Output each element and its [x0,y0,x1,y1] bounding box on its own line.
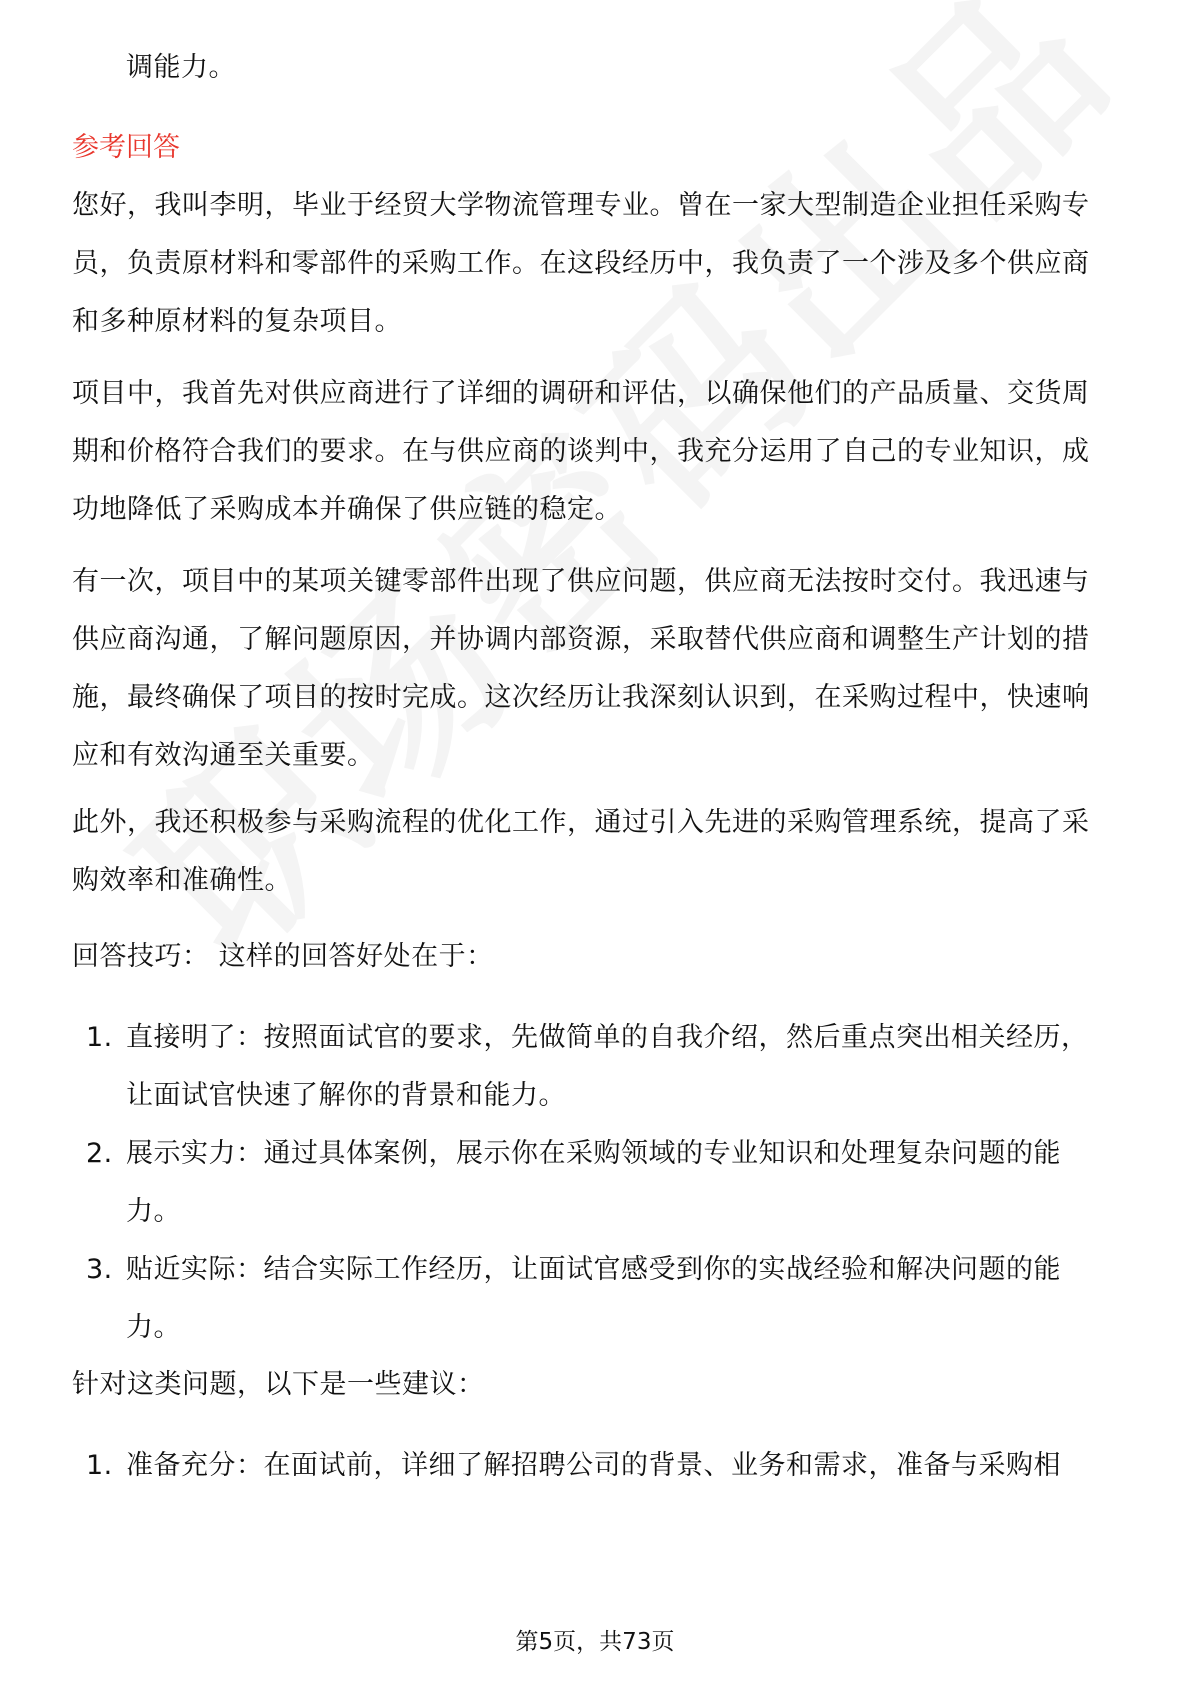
answer-paragraph-3: 有一次，项目中的某项关键零部件出现了供应问题，供应商无法按时交付。我迅速与供应商沟通，了解问题原因，并协调内部资源，采取替代供应商和调整生产计划的措施，最终确保了项目的按时完成。这次经历让我深刻认识到，在采购过程中，快速响应和有效沟通至关重要。 [72,566,1090,771]
answer-paragraph-4: 此外，我还积极参与采购流程的优化工作，通过引入先进的采购管理系统，提高了采购效率和准确性。 [72,807,1090,896]
list-item [72,1009,1112,1125]
page-number: 第5页，共73页 [515,1629,675,1655]
list-text: 展示实力：通过具体案例，展示你在采购领域的专业知识和处理复杂问题的能力。 [126,1138,1061,1227]
list-text: 贴近实际：结合实际工作经历，让面试官感受到你的实战经验和解决问题的能力。 [126,1254,1061,1343]
answer-heading: 参考回答 [72,132,180,163]
list-item [72,1125,1112,1241]
tips-list [72,1009,1112,1357]
list-number: 1. [86,1022,113,1053]
list-item [72,1241,1112,1357]
answer-paragraph-1: 您好，我叫李明，毕业于经贸大学物流管理专业。曾在一家大型制造企业担任采购专员，负责原材料和零部件的采购工作。在这段经历中，我负责了一个涉及多个供应商和多种原材料的复杂项目。 [72,190,1090,337]
list-number: 1. [86,1450,113,1481]
continuation-text: 调能力。 [126,52,236,83]
tips-intro: 回答技巧： 这样的回答好处在于： [72,941,494,972]
list-number: 2. [86,1138,113,1169]
suggestions-intro: 针对这类问题，以下是一些建议： [72,1369,485,1400]
list-item [72,1437,1112,1495]
list-text: 准备充分：在面试前，详细了解招聘公司的背景、业务和需求，准备与采购相 [126,1450,1061,1481]
suggestions-list [72,1437,1112,1495]
answer-paragraph-2: 项目中，我首先对供应商进行了详细的调研和评估，以确保他们的产品质量、交货周期和价格符合我们的要求。在与供应商的谈判中，我充分运用了自己的专业知识，成功地降低了采购成本并确保了供应链的稳定。 [72,378,1090,525]
list-text: 直接明了：按照面试官的要求，先做简单的自我介绍，然后重点突出相关经历，让面试官快速了解你的背景和能力。 [126,1022,1089,1111]
list-number: 3. [86,1254,113,1285]
